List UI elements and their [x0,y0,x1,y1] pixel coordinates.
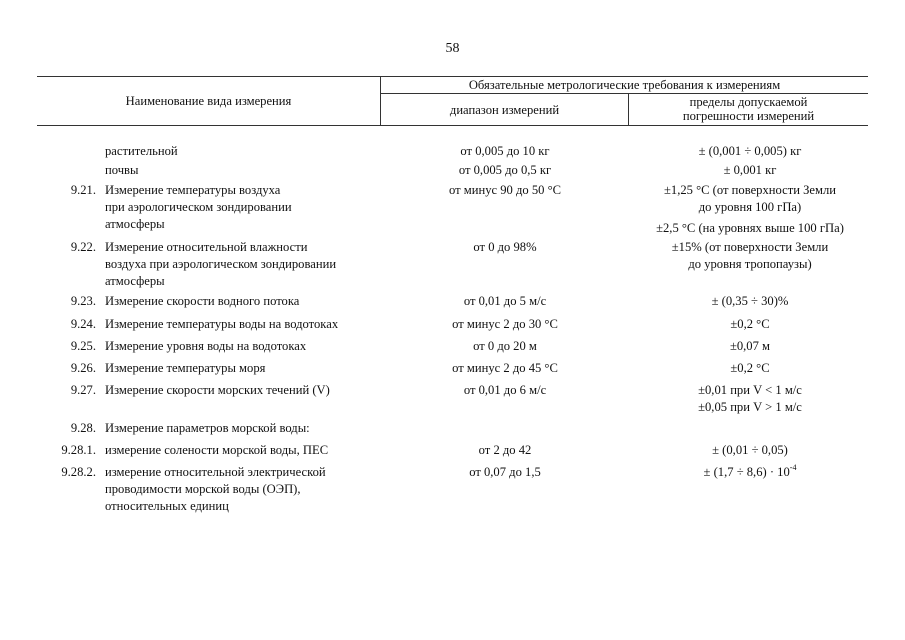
measurement-range-line: от 0 до 98% [473,240,537,254]
error-limit-line: до уровня 100 гПа) [698,200,802,214]
measurement-name-line: относительных единиц [105,499,229,513]
measurement-name [105,382,377,399]
row-number: 9.28. [70,421,96,435]
error-limit-line: ±2,5 °С (на уровнях выше 100 гПа) [656,221,844,235]
measurement-name [105,464,377,515]
error-limit [630,143,870,160]
row-number: 9.28.2. [61,465,96,479]
measurement-range [382,464,628,481]
error-limit [630,239,870,273]
measurement-range [382,239,628,256]
measurement-name [105,338,377,355]
measurement-range-line: от 0,005 до 0,5 кг [458,163,552,177]
measurement-name-line: растительной [105,144,178,158]
measurement-range [382,162,628,179]
error-limit-line: ± (0,001 ÷ 0,005) кг [698,144,802,158]
error-limit-line: ±0,01 при V < 1 м/с [698,383,802,397]
measurement-name [105,420,377,437]
measurement-name [105,442,377,459]
measurement-name [105,162,377,179]
measurement-range-line: от 0,07 до 1,5 [469,465,541,479]
header-error-limits-line1: пределы допускаемой [689,95,808,109]
measurement-name-line: атмосферы [105,217,165,231]
measurement-name-line: воздуха при аэрологическом зондировании [105,257,337,271]
measurement-name-line: при аэрологическом зондировании [105,200,292,214]
error-limit-line: ± (0,01 ÷ 0,05) [712,443,788,457]
measurement-name [105,182,377,233]
measurement-name-line: почвы [105,163,139,177]
header-bottom-rule [37,125,868,126]
measurement-range-line: от минус 90 до 50 °С [448,183,562,197]
measurement-name-line: Измерение скорости водного потока [105,294,300,308]
row-number: 9.25. [70,339,96,353]
error-limit-line: ±0,07 м [729,339,771,353]
measurement-range [382,442,628,459]
error-limit [630,382,870,416]
measurement-name-line: Измерение температуры воды на водотоках [105,317,339,331]
error-limit [630,162,870,179]
error-limit [630,338,870,355]
measurement-name [105,293,377,310]
error-limit [630,316,870,333]
measurement-range-line: от 0,005 до 10 кг [460,144,550,158]
error-limit-line: ± 0,001 кг [723,163,777,177]
error-limit-exponent: -4 [789,462,797,472]
measurement-range [382,360,628,377]
error-limit-line [630,464,870,481]
row-number: 9.26. [70,361,96,375]
measurement-name-line: Измерение температуры воздуха [105,183,281,197]
header-requirements-group: Обязательные метрологические требования к измерениям [468,78,781,92]
header-error-limits-line2: погрешности измерений [682,109,815,123]
error-limit [630,293,870,310]
measurement-range [382,382,628,399]
row-number: 9.28.1. [61,443,96,457]
table-top-rule [37,76,868,77]
header-measurement-name: Наименование вида измерения [125,94,292,108]
measurement-name-line: Измерение скорости морских течений (V) [105,383,330,397]
error-limit-line: ±0,05 при V > 1 м/с [698,400,802,414]
header-error-limits [629,95,868,123]
row-number: 9.27. [70,383,96,397]
measurement-name-line: Измерение уровня воды на водотоках [105,339,307,353]
error-limit-line: ± (0,35 ÷ 30)% [711,294,789,308]
measurement-range [382,293,628,310]
measurement-name [105,143,377,160]
measurement-range-line: от минус 2 до 30 °С [452,317,558,331]
error-limit-base: ± (1,7 ÷ 8,6) · 10 [703,465,790,479]
measurement-range [382,143,628,160]
measurement-range-line: от 0 до 20 м [473,339,537,353]
measurement-range-line: от минус 2 до 45 °С [452,361,558,375]
error-limit-line: ±0,2 °С [730,361,770,375]
page-number: 58 [445,41,460,56]
error-limit [630,442,870,459]
row-number: 9.24. [70,317,96,331]
error-limit-line: ±15% (от поверхности Земли [671,240,829,254]
error-limit-line: ±1,25 °С (от поверхности Земли [664,183,836,197]
error-limit [630,182,870,216]
measurement-name-line: проводимости морской воды (ОЭП), [105,482,301,496]
measurement-name-line: Измерение параметров морской воды: [105,421,310,435]
measurement-name-line: атмосферы [105,274,165,288]
measurement-name-line: измерение относительной электрической [105,465,326,479]
header-group-rule [380,93,868,94]
row-number: 9.21. [70,183,96,197]
measurement-name [105,239,377,290]
measurement-name [105,316,377,333]
measurement-name-line: измерение солености морской воды, ПЕС [105,443,329,457]
error-limit-secondary [630,220,870,237]
measurement-name [105,360,377,377]
error-limit-line: ±0,2 °С [730,317,770,331]
error-limit-line: до уровня тропопаузы) [688,257,812,271]
measurement-name-line: Измерение относительной влажности [105,240,308,254]
measurement-range [382,316,628,333]
measurement-range-line: от 2 до 42 [478,443,532,457]
error-limit [630,464,870,481]
measurement-range [382,182,628,199]
measurement-range-line: от 0,01 до 6 м/с [463,383,547,397]
measurement-range [382,338,628,355]
measurement-range-line: от 0,01 до 5 м/с [463,294,547,308]
header-measurement-range: диапазон измерений [449,103,560,117]
error-limit [630,360,870,377]
row-number: 9.22. [70,240,96,254]
measurement-name-line: Измерение температуры моря [105,361,266,375]
row-number: 9.23. [70,294,96,308]
